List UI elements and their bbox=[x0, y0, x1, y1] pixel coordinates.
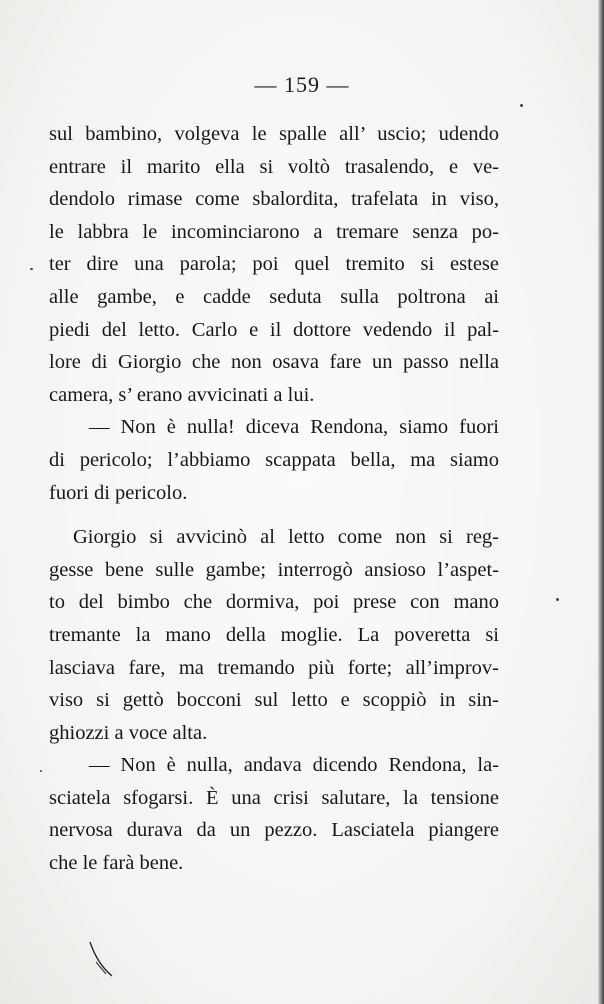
text-line: Giorgio si avvicinò al letto come non si reg- bbox=[73, 526, 499, 549]
ink-speck bbox=[556, 598, 559, 601]
text-line: nervosa durava da un pezzo. Lasciatela piangere bbox=[49, 819, 499, 842]
ink-speck bbox=[40, 770, 42, 772]
text-line: — Non è nulla! diceva Rendona, siamo fuori bbox=[89, 416, 499, 439]
text-line: di pericolo; l’abbiamo scappata bella, ma siamo bbox=[49, 448, 499, 471]
pencil-mark bbox=[86, 940, 126, 980]
ink-speck bbox=[520, 104, 523, 107]
body-text bbox=[49, 118, 499, 880]
text-line: fuori di pericolo. bbox=[49, 481, 188, 504]
text-line: entrare il marito ella si voltò trasalendo, e ve- bbox=[49, 155, 499, 178]
text-line: piedi del letto. Carlo e il dottore vedendo il pal- bbox=[49, 318, 499, 341]
text-line: lasciava fare, ma tremando più forte; all’improv- bbox=[49, 656, 499, 679]
text-line: sciatela sfogarsi. È una crisi salutare, la tensione bbox=[49, 786, 499, 809]
page-edge-shadow bbox=[598, 0, 604, 1004]
text-line: alle gambe, e cadde seduta sulla poltrona ai bbox=[49, 285, 499, 308]
page-number: — 159 — bbox=[254, 72, 350, 97]
text-line: to del bimbo che dormiva, poi prese con mano bbox=[49, 591, 499, 614]
text-line: ter dire una parola; poi quel tremito si estese bbox=[49, 253, 499, 276]
text-line: dendolo rimase come sbalordita, trafelata in viso, bbox=[49, 188, 499, 211]
text-line: le labbra le incominciarono a tremare senza po- bbox=[49, 220, 499, 243]
text-line: che le farà bene. bbox=[49, 852, 184, 875]
text-line: camera, s’ erano avvicinati a lui. bbox=[49, 383, 315, 406]
text-line: tremante la mano della moglie. La poveretta si bbox=[49, 623, 499, 646]
text-line: — Non è nulla, andava dicendo Rendona, la- bbox=[89, 754, 499, 777]
text-line: gesse bene sulle gambe; interrogò ansioso l’aspet- bbox=[49, 558, 499, 581]
text-line: ghiozzi a voce alta. bbox=[49, 721, 208, 744]
text-line: viso si gettò bocconi sul letto e scoppiò in sin- bbox=[49, 689, 499, 712]
text-line: lore di Giorgio che non osava fare un passo nella bbox=[49, 351, 499, 374]
ink-speck bbox=[30, 268, 33, 270]
text-line: sul bambino, volgeva le spalle all’ uscio; udendo bbox=[49, 123, 499, 145]
